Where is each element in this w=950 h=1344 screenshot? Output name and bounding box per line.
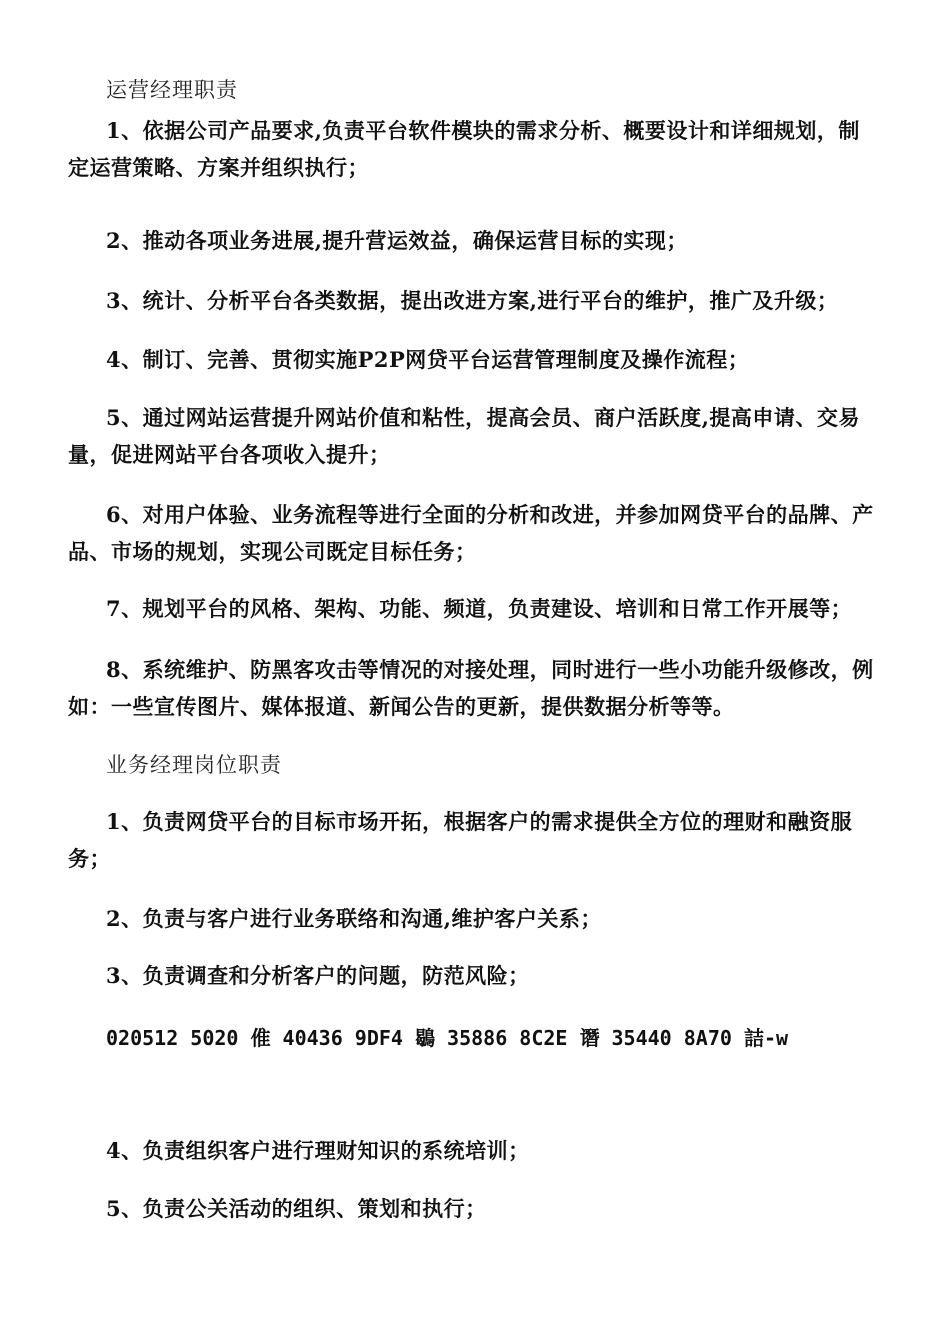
paragraph-item: 7、规划平台的风格、架构、功能、频道，负责建设、培训和日常工作开展等；: [106, 596, 853, 621]
paragraph-item: 1、依据公司产品要求,负责平台软件模块的需求分析、概要设计和详细规划，制定运营策略、方案并组织执行；: [68, 118, 860, 180]
paragraph-item: 5、负责公关活动的组织、策划和执行；: [106, 1196, 487, 1221]
section-heading-business-manager: 业务经理岗位职责: [106, 753, 282, 777]
paragraph-item: 4、制订、完善、贯彻实施P2P网贷平台运营管理制度及操作流程；: [106, 347, 750, 372]
paragraph-item: 1、负责网贷平台的目标市场开拓，根据客户的需求提供全方位的理财和融资服务；: [68, 809, 853, 871]
paragraph-item: 2、推动各项业务进展,提升营运效益，确保运营目标的实现；: [106, 228, 688, 253]
paragraph-item: 4、负责组织客户进行理财知识的系统培训；: [106, 1138, 530, 1163]
section-heading-operations-manager: 运营经理职责: [106, 78, 238, 102]
paragraph-item: 5、通过网站运营提升网站价值和粘性，提高会员、商户活跃度,提高申请、交易量，促进网站平台各项收入提升；: [68, 405, 860, 467]
paragraph-item: 6、对用户体验、业务流程等进行全面的分析和改进，并参加网贷平台的品牌、产品、市场的规划，实现公司既定目标任务；: [68, 502, 874, 564]
paragraph-item: 3、负责调查和分析客户的问题，防范风险；: [106, 963, 530, 988]
paragraph-item: 3、统计、分析平台各类数据，提出改进方案,进行平台的维护，推广及升级；: [106, 288, 839, 313]
paragraph-item: 8、系统维护、防黑客攻击等情况的对接处理，同时进行一些小功能升级修改，例如：一些宣传图片、媒体报道、新闻公告的更新，提供数据分析等等。: [68, 657, 874, 719]
encoded-text-line: 020512 5020 倠 40436 9DF4 鶡 35886 8C2E 谮 35440 8A70 詰-w: [106, 1026, 789, 1050]
paragraph-item: 2、负责与客户进行业务联络和沟通,维护客户关系；: [106, 906, 602, 931]
